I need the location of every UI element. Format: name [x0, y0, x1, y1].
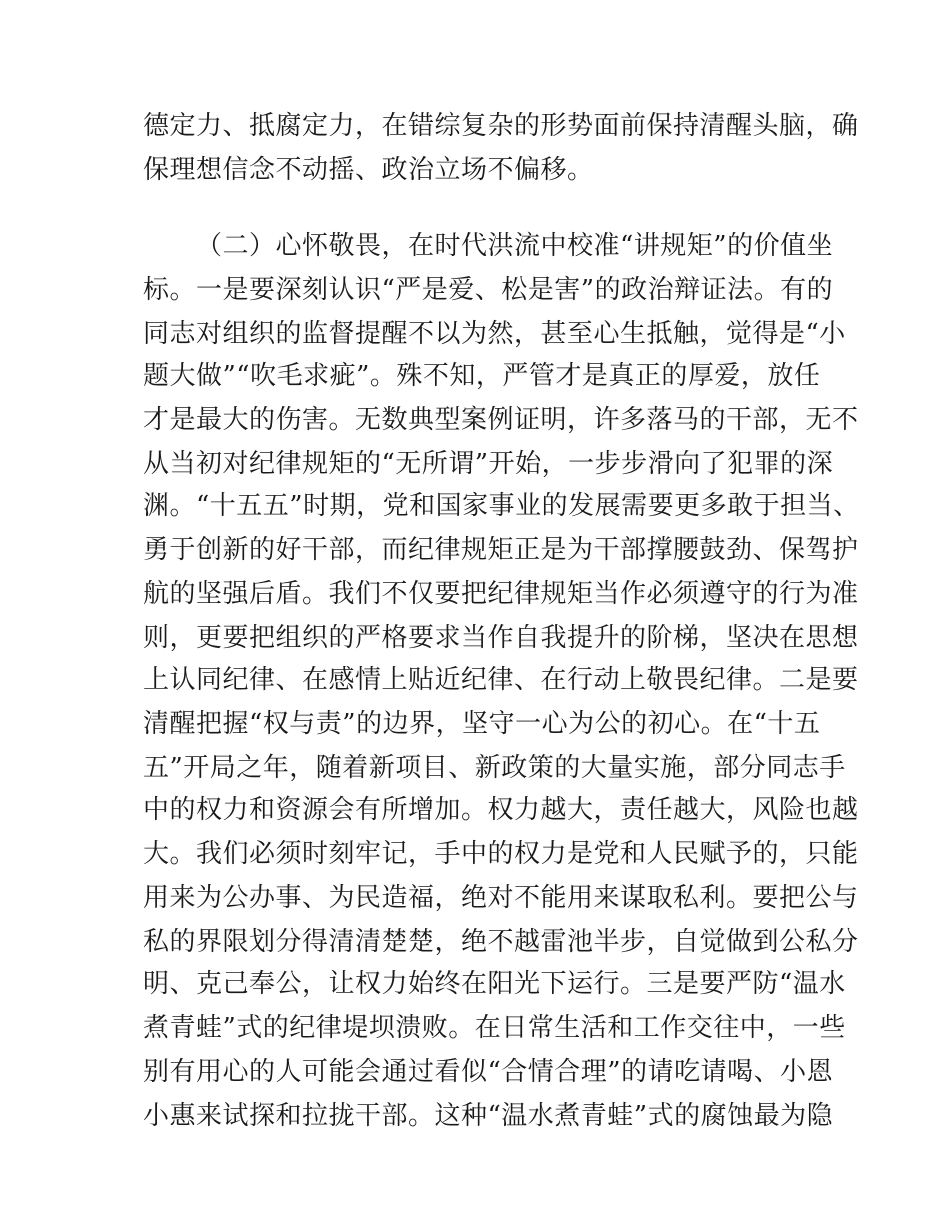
paragraph-2-line-8: 勇于创新的好干部，而纪律规矩正是为干部撑腰鼓劲、保驾护: [143, 535, 859, 565]
paragraph-2-line-14: 中的权力和资源会有所增加。权力越大，责任越大，风险也越: [143, 795, 859, 825]
paragraph-2-line-21: 小惠来试探和拉拢干部。这种“温水煮青蛙”式的腐蚀最为隐: [143, 1101, 834, 1131]
paragraph-2-line-3: 同志对组织的监督提醒不以为然，甚至心生抵触，觉得是“小: [143, 319, 846, 349]
paragraph-2-line-19: 煮青蛙”式的纪律堤坝溃败。在日常生活和工作交往中，一些: [143, 1013, 846, 1043]
paragraph-2-line-6: 从当初对纪律规矩的“无所谓”开始，一步步滑向了犯罪的深: [143, 449, 834, 479]
paragraph-2-line-18: 明、克己奉公，让权力始终在阳光下运行。三是要严防“温水: [143, 969, 846, 999]
paragraph-2-line-20: 别有用心的人可能会通过看似“合情合理”的请吃请喝、小恩: [143, 1057, 834, 1087]
paragraph-2-line-7: 渊。“十五五”时期，党和国家事业的发展需要更多敢于担当、: [143, 491, 860, 521]
paragraph-2-line-1: （二）心怀敬畏，在时代洪流中校准“讲规矩”的价值坐: [196, 231, 834, 261]
paragraph-2-line-17: 私的界限划分得清清楚楚，绝不越雷池半步，自觉做到公私分: [143, 927, 859, 957]
paragraph-2-line-16: 用来为公办事、为民造福，绝对不能用来谋取私利。要把公与: [143, 883, 859, 913]
paragraph-1-line-1: 德定力、抵腐定力，在错综复杂的形势面前保持清醒头脑，确: [143, 111, 859, 141]
paragraph-1-line-2: 保理想信念不动摇、政治立场不偏移。: [143, 155, 594, 185]
paragraph-2-line-4: 题大做”“吹毛求疵”。殊不知，严管才是真正的厚爱，放任: [143, 361, 821, 391]
paragraph-2-line-9: 航的坚强后盾。我们不仅要把纪律规矩当作必须遵守的行为准: [143, 579, 859, 609]
paragraph-2-line-5: 才是最大的伤害。无数典型案例证明，许多落马的干部，无不: [143, 405, 859, 435]
paragraph-2-line-2: 标。一是要深刻认识“严是爱、松是害”的政治辩证法。有的: [143, 275, 834, 305]
paragraph-2-line-13: 五”开局之年，随着新项目、新政策的大量实施，部分同志手: [143, 753, 846, 783]
paragraph-2-line-12: 清醒把握“权与责”的边界，坚守一心为公的初心。在“十五: [143, 709, 821, 739]
paragraph-2-line-11: 上认同纪律、在感情上贴近纪律、在行动上敬畏纪律。二是要: [143, 665, 859, 695]
paragraph-2-line-10: 则，更要把组织的严格要求当作自我提升的阶梯，坚决在思想: [143, 623, 859, 653]
paragraph-2-line-15: 大。我们必须时刻牢记，手中的权力是党和人民赋予的，只能: [143, 839, 859, 869]
